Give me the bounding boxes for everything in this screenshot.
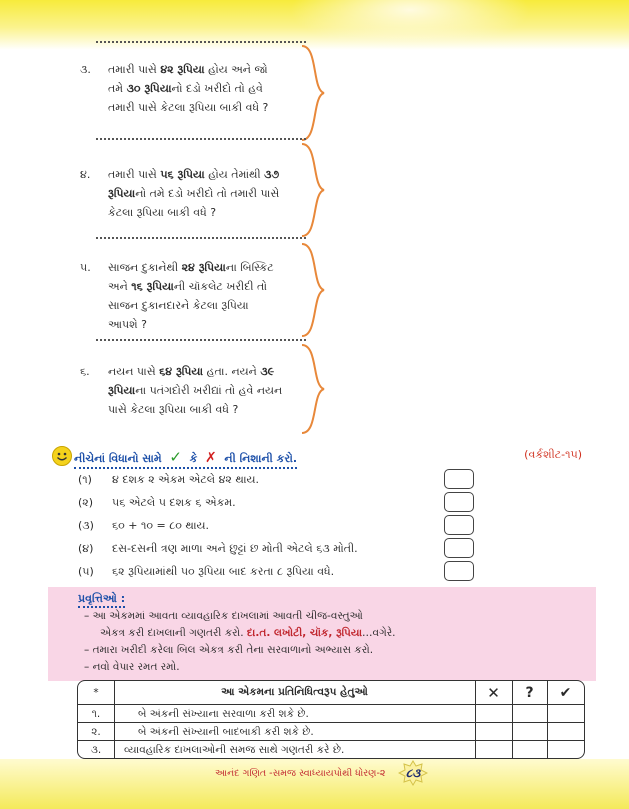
problem-line (108, 362, 310, 381)
statement-number: (૨) (78, 496, 94, 509)
problem-phrase: નો દડો ખરીદો તો હવે (171, 82, 263, 95)
objectives-table (77, 680, 585, 759)
problem-number: ૩. (80, 63, 91, 76)
activities-box (48, 587, 596, 681)
table-header-title: આ એકમના પ્રતિનિધિત્વરૂપ હેતુઓ (221, 686, 368, 698)
curly-brace (300, 44, 326, 142)
problem-phrase: કેટલા રૂપિયા બાકી વધે ? (108, 206, 217, 219)
row-number: ૩. (90, 743, 102, 756)
answer-checkbox[interactable] (444, 469, 474, 489)
table-header-row (78, 681, 584, 704)
statement-number: (૧) (78, 473, 92, 486)
statement-text: ૬૦ + ૧૦ = ૮૦ થાય. (112, 519, 210, 532)
problem-phrase: ની ચૉકલેટ ખરીદી તો (173, 280, 268, 293)
problem-line (108, 400, 310, 419)
answer-dotted-line (96, 339, 306, 341)
problem-phrase: આપશે ? (108, 318, 147, 331)
activity-text: …વગેરે. (362, 627, 396, 639)
statement-row (78, 542, 358, 556)
row-objective: વ્યાવહારિક દાખલાઓની સમજ સાથે ગણતરી કરે છે. (124, 743, 345, 756)
problem-phrase: સાજન દુકાનેથી (108, 261, 182, 274)
problem-amount: ૩૭ (264, 168, 280, 181)
table-row (78, 740, 584, 759)
statement-number: (૫) (78, 565, 94, 578)
worksheet-label: (વર્કશીટ-૧૫) (524, 448, 582, 461)
statement-number: (૩) (78, 519, 94, 532)
problem-phrase: તમે (108, 82, 127, 95)
statement-row (78, 519, 209, 533)
curly-brace (300, 343, 326, 435)
question-column-icon: ? (525, 684, 534, 701)
activities-title: પ્રવૃત્તિઓ : (78, 592, 125, 608)
problem-amount: રૂપિયા (108, 187, 136, 200)
problem-line (108, 79, 310, 98)
row-number: ૧. (91, 707, 101, 720)
problem-phrase: ના બિસ્કિટ (225, 261, 274, 274)
problem-line (108, 258, 310, 277)
instruction-suffix: ની નિશાની કરો. (224, 452, 298, 465)
activity-text: એકત્ર કરી દાખલાની ગણતરી કરો. (100, 627, 247, 639)
problem-number: ૪. (80, 168, 91, 181)
problem-phrase: હોય અને જો (204, 63, 268, 76)
problem-line (108, 277, 310, 296)
statement-text: ૬૨ રૂપિયામાંથી ૫૦ રૂપિયા બાદ કરતા ૮ રૂપિયા વધે. (112, 565, 335, 578)
instruction-prefix: નીચેનાં વિધાનો સામે (74, 452, 162, 465)
activity-line: – નવો વેપાર રમત રમો. (84, 661, 180, 673)
answer-dotted-line (96, 237, 306, 239)
check-column-icon: ✔ (559, 684, 572, 701)
problem-phrase: અને (108, 280, 132, 293)
problem-phrase: તમારી પાસે (108, 63, 161, 76)
answer-checkbox[interactable] (444, 515, 474, 535)
activity-line (100, 627, 396, 640)
problem-amount: ૬૪ રૂપિયા (159, 365, 204, 378)
problem-line (108, 315, 310, 334)
row-number: ૨. (91, 725, 101, 738)
top-glow (290, 0, 530, 50)
problem-amount: ૫૬ રૂપિયા (160, 168, 205, 181)
statement-row (78, 473, 259, 487)
problem-text (108, 60, 310, 117)
problem-line (108, 203, 310, 222)
word-problem (80, 362, 310, 419)
problem-line (108, 184, 310, 203)
problem-amount: રૂપિયા (108, 384, 136, 397)
smiley-icon (52, 446, 72, 466)
problem-text (108, 258, 310, 334)
problem-line (108, 296, 310, 315)
footer-band (0, 759, 629, 809)
answer-dotted-line (96, 138, 306, 140)
curly-brace (300, 242, 326, 338)
word-problem (80, 165, 310, 222)
word-problem (80, 60, 310, 117)
problem-phrase: સાજન દુકાનદારને કેટલા રૂપિયા (108, 299, 249, 312)
problem-amount: ૨૪ રૂપિયા (181, 261, 226, 274)
answer-checkbox[interactable] (444, 561, 474, 581)
statement-row (78, 565, 334, 579)
check-mark-icon: ✓ (169, 448, 182, 466)
instruction-heading (52, 446, 612, 466)
problem-amount: ૩૯ (260, 365, 275, 378)
problem-phrase: નયન પાસે (108, 365, 160, 378)
problem-line (108, 381, 310, 400)
statement-text: દસ-દસની ત્રણ માળા અને છુટ્ટાં છ મોતી એટલે ૬૩ મોતી. (112, 542, 358, 555)
instruction-text (74, 448, 297, 469)
problem-phrase: તમારી પાસે (108, 168, 161, 181)
instruction-or: કે (189, 452, 198, 465)
row-objective: બે અંકની સંખ્યાની બાદબાકી કરી શકે છે. (138, 725, 314, 738)
statement-text: ૪ દશક ૨ એકમ એટલે ૪૨ થાય. (112, 473, 260, 486)
answer-checkbox[interactable] (444, 492, 474, 512)
table-header-num: * (93, 686, 99, 699)
page-number: ૮૩ (405, 766, 421, 780)
problem-text (108, 165, 310, 222)
word-problem (80, 258, 310, 334)
row-objective: બે અંકની સંખ્યાના સરવાળા કરી શકે છે. (138, 707, 309, 720)
problem-amount: ૧૬ રૂપિયા (131, 280, 174, 293)
activity-examples: દા.ત. લખોટી, ચૉક, રૂપિયા (246, 627, 363, 639)
activity-line: – તમારા ખરીદી કરેલા બિલ એકત્ર કરી તેના સરવાળાનો અભ્યાસ કરો. (84, 644, 374, 656)
problem-phrase: તમારી પાસે કેટલા રૂપિયા બાકી વધે ? (108, 101, 269, 114)
table-row (78, 722, 584, 741)
statement-text: ૫૬ એટલે ૫ દશક ૬ એકમ. (112, 496, 236, 509)
cross-column-icon: ✕ (487, 683, 500, 702)
problem-phrase: હોય તેમાંથી (204, 168, 265, 181)
cross-mark-icon: ✗ (205, 450, 217, 466)
curly-brace (300, 142, 326, 238)
problem-number: ૬. (80, 365, 90, 378)
problem-phrase: ના પતંગદોરી ખરીદ્યાં તો હવે નયન (135, 384, 283, 397)
table-row (78, 704, 584, 723)
problem-phrase: નો તમે દડો ખરીદો તો તમારી પાસે (135, 187, 280, 200)
problem-phrase: પાસે કેટલા રૂપિયા બાકી વધે ? (108, 403, 239, 416)
activity-line: – આ એકમમાં આવતા વ્યાવહારિક દાખલામાં આવતી ચીજ-વસ્તુઓ (84, 610, 363, 622)
problem-line (108, 98, 310, 117)
statement-row (78, 496, 236, 510)
problem-number: ૫. (80, 261, 91, 274)
problem-text (108, 362, 310, 419)
problem-line (108, 165, 310, 184)
problem-amount: ૪૨ રૂપિયા (160, 63, 205, 76)
footer-book-title: આનંદ ગણિત -સમજ સ્વાધ્યાયપોથી ધોરણ-૨ (215, 768, 386, 779)
problem-phrase: હતા. નયને (203, 365, 261, 378)
statement-number: (૪) (78, 542, 94, 555)
problem-amount: ૩૦ રૂપિયા (126, 82, 172, 95)
problem-line (108, 60, 310, 79)
answer-dotted-line (96, 41, 306, 43)
answer-checkbox[interactable] (444, 538, 474, 558)
